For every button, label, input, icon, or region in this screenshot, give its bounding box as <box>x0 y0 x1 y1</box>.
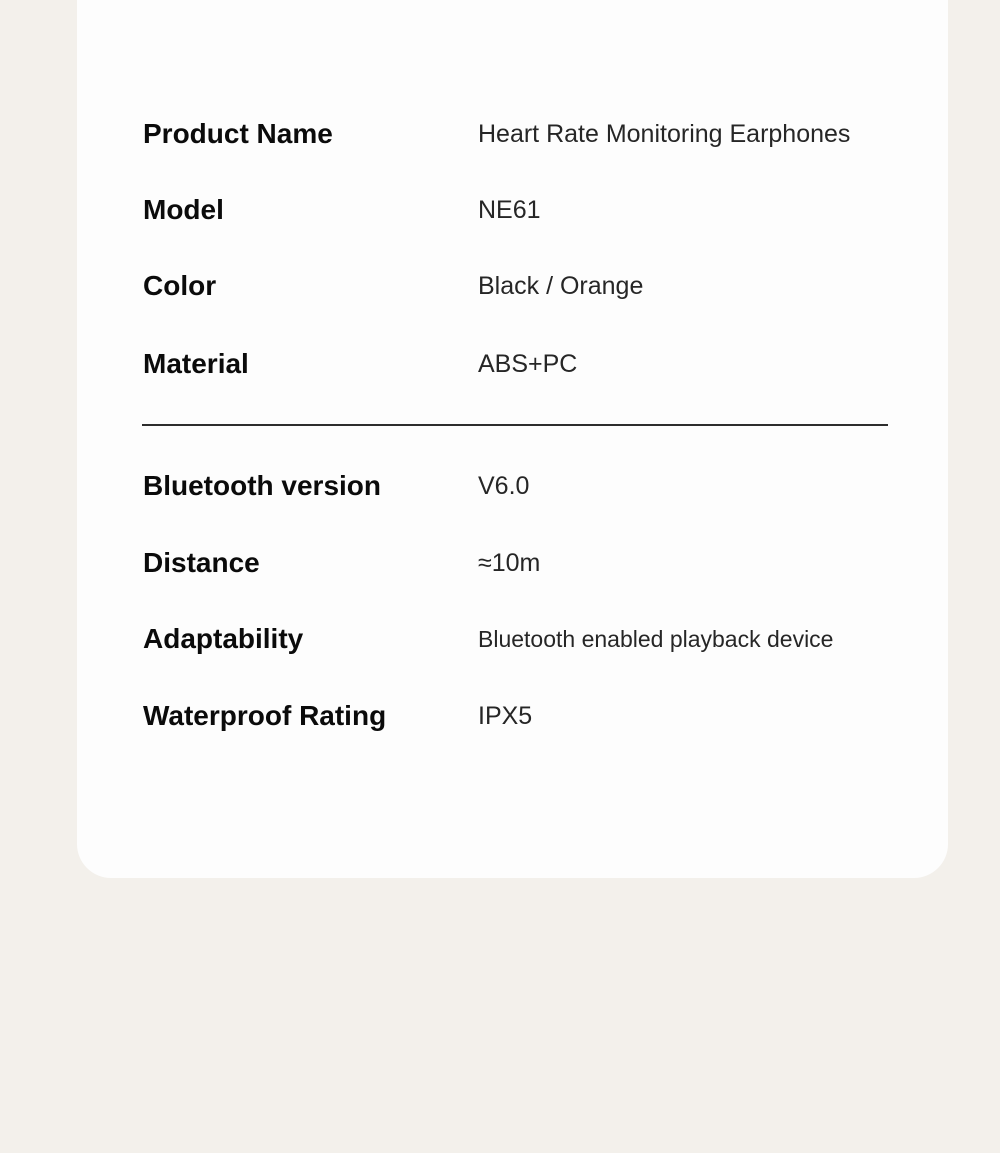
spec-label: Product Name <box>143 118 333 149</box>
spec-value: Black / Orange <box>478 272 644 300</box>
spec-value: Heart Rate Monitoring Earphones <box>478 120 851 148</box>
spec-value: ABS+PC <box>478 350 578 378</box>
spec-row-product-name <box>143 114 903 154</box>
spec-value: V6.0 <box>478 472 530 500</box>
spec-row-waterproof-rating <box>143 696 903 736</box>
spec-row-model <box>143 190 903 230</box>
spec-value: IPX5 <box>478 702 533 730</box>
spec-value: Bluetooth enabled playback device <box>478 626 834 652</box>
spec-row-distance <box>143 543 903 583</box>
spec-value: NE61 <box>478 196 541 224</box>
spec-label: Waterproof Rating <box>143 700 387 731</box>
spec-label: Color <box>143 270 217 301</box>
spec-label: Material <box>143 348 249 379</box>
spec-label: Model <box>143 194 224 225</box>
spec-label: Distance <box>143 547 260 578</box>
spec-label: Adaptability <box>143 623 304 654</box>
spec-row-material <box>143 344 903 384</box>
spec-value: ≈10m <box>478 549 541 577</box>
spec-row-bluetooth-version <box>143 466 903 506</box>
section-divider <box>142 424 888 426</box>
spec-row-adaptability <box>143 619 903 659</box>
spec-row-color <box>143 266 903 306</box>
spec-label: Bluetooth version <box>143 470 382 501</box>
